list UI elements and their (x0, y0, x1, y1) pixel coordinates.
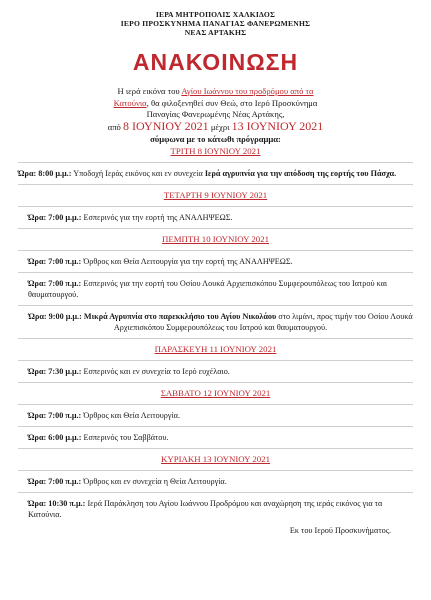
day-heading: ΚΥΡΙΑΚΗ 13 ΙΟΥΝΙΟΥ 2021 (161, 453, 270, 464)
entry-text: Εσπερινός του Σαββάτου. (81, 432, 169, 442)
intro-from-label: από (107, 121, 121, 132)
entry-tail-text: στο λιμάνι, προς τιμήν του Οσίου Λουκά Αρχιεπισκόπου Συμφερουπόλεως του Ιατρού και θαυματουργού. (113, 311, 413, 332)
entry-time: Ώρα: 7:30 μ.μ.: (28, 366, 82, 376)
divider (18, 404, 413, 405)
day-heading: ΤΕΤΑΡΤΗ 9 ΙΟΥΝΙΟΥ 2021 (163, 189, 268, 200)
header-line-2: ΙΕΡΟ ΠΡΟΣΚΥΝΗΜΑ ΠΑΝΑΓΙΑΣ ΦΑΝΕΡΩΜΕΝΗΣ (120, 19, 311, 28)
divider (18, 360, 413, 361)
divider (18, 470, 413, 471)
divider (18, 338, 413, 339)
entry-bold-text: Μικρά Αγρυπνία στο παρεκκλήσιο του Αγίου Νικολάου (83, 311, 277, 321)
header-line-3: ΝΕΑΣ ΑΡΤΑΚΗΣ (184, 28, 247, 37)
date-from: 8 ΙΟΥΝΙΟΥ 2021 (122, 118, 209, 133)
entry-text: Εσπερινός για την εορτή του Οσίου Λουκά Αρχιεπισκόπου Συμφερουπόλεως του Ιατρού και θαυματουργού. (28, 278, 388, 299)
day-heading: ΣΑΒΒΑΤΟ 12 ΙΟΥΝΙΟΥ 2021 (160, 387, 271, 398)
schedule-entry (18, 212, 413, 223)
entry-text: Εσπερινός και εν συνεχεία το Ιερό ευχέλαιο. (81, 366, 230, 376)
entry-text: Υποδοχή Ιεράς εικόνος και εν συνεχεία (71, 168, 205, 178)
divider (18, 448, 413, 449)
schedule-entry (18, 278, 413, 300)
schedule-entry (18, 410, 413, 421)
entry-time: Ώρα: 7:00 π.μ.: (28, 256, 82, 266)
entry-time: Ώρα: 7:00 μ.μ.: (28, 212, 82, 222)
entry-time: Ώρα: 7:00 π.μ.: (28, 410, 82, 420)
icon-origin-link-1: Αγίου Ιωάννου του προδρόμου από τα (181, 86, 314, 96)
program-subtitle: σύμφωνα με το κάτωθι πρόγραμμα: (150, 134, 281, 144)
divider (18, 426, 413, 427)
divider (18, 305, 413, 306)
schedule-entry (18, 311, 413, 333)
day-heading: ΠΑΡΑΣΚΕΥΗ 11 ΙΟΥΝΙΟΥ 2021 (154, 343, 277, 354)
divider (18, 162, 413, 163)
entry-text: Όρθρος και Θεία Λειτουργία. (81, 410, 181, 420)
entry-time: Ώρα: 9:00 μ.μ.: (28, 311, 82, 321)
entry-text: Εσπερινός για την εορτή της ΑΝΑΛΗΨΕΩΣ. (81, 212, 233, 222)
entry-text: Όρθρος και Θεία Λειτουργία για την εορτή της ΑΝΑΛΗΨΕΩΣ. (81, 256, 293, 266)
entry-text: Όρθρος και εν συνεχεία η Θεία Λειτουργία. (81, 476, 227, 486)
entry-time: Ώρα: 8:00 μ.μ.: (18, 168, 72, 178)
date-to: 13 ΙΟΥΝΙΟΥ 2021 (231, 118, 324, 133)
entry-time: Ώρα: 7:00 π.μ.: (28, 278, 82, 288)
icon-origin-link-2: Κατούνια (113, 97, 147, 108)
divider (18, 206, 413, 207)
header-line-1: ΙΕΡΑ ΜΗΤΡΟΠΟΛΙΣ ΧΑΛΚΙΔΟΣ (155, 10, 276, 19)
schedule-entry (18, 498, 413, 520)
day-heading: ΠΕΜΠΤΗ 10 ΙΟΥΝΙΟΥ 2021 (161, 233, 270, 244)
intro-text-1: Η ιερά εικόνα του (117, 86, 180, 96)
divider (18, 228, 413, 229)
schedule-entry (18, 432, 413, 443)
divider (18, 250, 413, 251)
entry-bold-text: Ιερά αγρυπνία για την απόδοση της εορτής του Πάσχα. (204, 168, 397, 178)
divider (18, 382, 413, 383)
day-heading: ΤΡΙΤΗ 8 ΙΟΥΝΙΟΥ 2021 (170, 145, 261, 156)
entry-text: Ιερά Παράκληση του Αγίου Ιωάννου Προδρόμου και αναχώρηση της ιεράς εικόνος για τα Κατούνια. (28, 498, 383, 519)
header-block (18, 10, 413, 37)
intro-paragraph (18, 86, 413, 146)
page-title: ΑΝΑΚΟΙΝΩΣΗ (132, 49, 299, 75)
signature: Εκ του Ιερού Προσκυνήματος. (289, 525, 391, 535)
entry-time: Ώρα: 6:00 μ.μ.: (28, 432, 82, 442)
divider (18, 272, 413, 273)
schedule-entry (18, 256, 413, 267)
intro-text-2: , θα φιλοξενηθεί συν Θεώ, στο Ιερό Προσκύνημα (146, 97, 318, 108)
entry-time: Ώρα: 10:30 π.μ.: (28, 498, 86, 508)
schedule-entry (18, 168, 413, 179)
intro-until-label: μέχρι (210, 121, 230, 132)
entry-time: Ώρα: 7:00 π.μ.: (28, 476, 82, 486)
schedule-entry (18, 366, 413, 377)
intro-text-3: Παναγίας Φανερωμένης Νέας Αρτάκης, (146, 109, 285, 119)
divider (18, 184, 413, 185)
divider (18, 492, 413, 493)
schedule-entry (18, 476, 413, 487)
